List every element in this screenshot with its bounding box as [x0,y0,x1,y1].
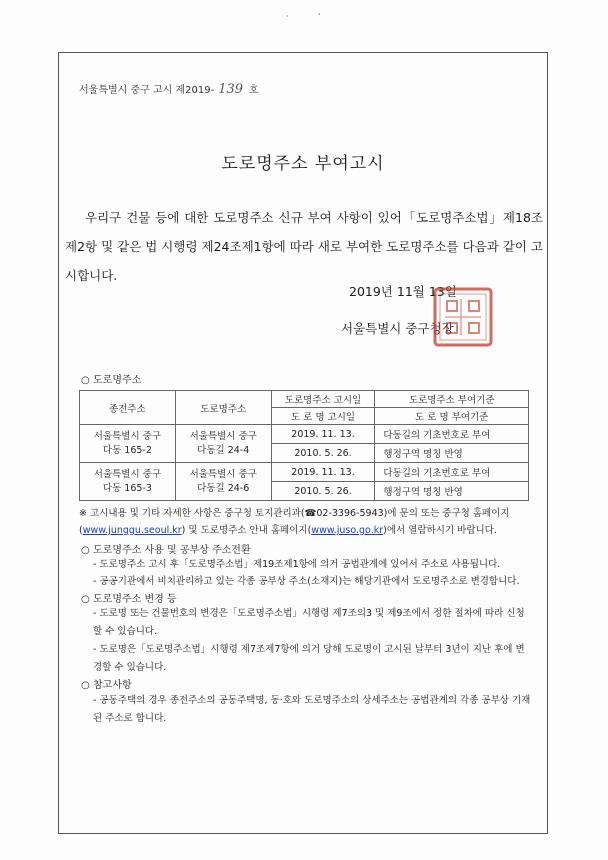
list-item: - 도로명 또는 건물번호의 변경은「도로명주소법」시행령 제7조의3 및 제9조에서 정한 절차에 따라 신청할 수 있습니다. [93,608,525,637]
cell-road-name-basis: 행정구역 명칭 반영 [375,482,529,501]
cell-assignment-basis: 다동길의 기초번호로 부여 [375,425,529,444]
circle-bullet-icon: ○ [81,545,90,556]
junggu-homepage-link[interactable]: www.junggu.seoul.kr [82,525,182,536]
note-text: ※ 고시내용 및 기타 자세한 사항은 중구청 토지관리과(☎02-3396-5943)에 문의 또는 중구청 홈페이지 [79,508,510,519]
official-seal-icon [431,285,495,349]
cell-lot-address: 서울특별시 중구 다동 165-3 [80,463,176,501]
cell-road-name-date: 2010. 5. 26. [271,482,375,501]
cell-assignment-basis: 다동길의 기초번호로 부여 [375,463,529,482]
section-address-change [81,590,177,605]
list-item: - 공공기관에서 비치관리하고 있는 각종 공부상 주소(소재지)는 해당기관에서 도로명주소로 변경합니다. [93,576,520,587]
header-road-address: 도로명주소 [175,391,271,425]
header-assignment-basis: 도로명주소 부여기준 [375,391,529,408]
section-road-address [81,371,141,386]
notice-document [58,52,548,834]
cell-road-name-date: 2010. 5. 26. [271,444,375,463]
sender: 서울특별시 중구청장 [341,321,454,336]
list-item: - 도로명은「도로명주소법」시행령 제7조제7항에 의거 당해 도로명이 고시된 날부터 3년이 지난 후에 변경할 수 있습니다. [93,644,525,673]
notice-number-prefix: 서울특별시 중구 고시 제2019- [79,85,215,96]
juso-homepage-link[interactable]: www.juso.go.kr [311,525,384,536]
notice-number-handwritten: 139 [218,82,244,97]
list-item: - 공동주택의 경우 종전주소의 공동주택명, 동·호와 도로명주소의 상세주소는 공법관계의 각종 공부상 기재된 주소로 합니다. [93,695,531,724]
header-notice-date: 도로명주소 고시일 [271,391,375,408]
table-header-row [80,391,529,408]
note-text: 및 도로명주소 안내 홈페이지 [188,525,308,536]
header-lot-address: 종전주소 [80,391,176,425]
cell-road-address: 서울특별시 중구 다동길 24-6 [175,463,271,501]
table-row [80,463,529,482]
header-road-name-basis: 도 로 명 부여기준 [375,408,529,425]
section-title: 도로명주소 [93,375,142,386]
scan-speck: ' [318,12,321,21]
inquiry-note: ※ 고시내용 및 기타 자세한 사항은 중구청 토지관리과(☎02-3396-5943)에 문의 또는 중구청 홈페이지 (www.junggu.seoul.kr) 및 도로명주소 안내 홈페이지(www.juso.go.kr)에서 열람하시기 바랍니다. [79,508,510,536]
note-text: 에서 열람하시기 바랍니다. [386,525,497,536]
address-table [79,390,529,501]
section-reference [81,676,132,691]
circle-bullet-icon: ○ [81,680,90,691]
cell-notice-date: 2019. 11. 13. [271,425,375,444]
section-address-usage [81,541,251,556]
cell-lot-address: 서울특별시 중구 다동 165-2 [80,425,176,463]
intro-paragraph: 우리구 건물 등에 대한 도로명주소 신규 부여 사항이 있어「도로명주소법」제18조 제2항 및 같은 법 시행령 제24조제1항에 따라 새로 부여한 도로명주소를 다음과 같이 고시합니다. [65,210,543,283]
cell-notice-date: 2019. 11. 13. [271,463,375,482]
notice-number-suffix: 호 [249,85,259,96]
list-item: - 도로명주소 고시 후「도로명주소법」제19조제1항에 의거 공법관계에 있어서 주소로 사용됩니다. [93,559,501,570]
table-row [80,425,529,444]
cell-road-name-basis: 행정구역 명칭 반영 [375,444,529,463]
notice-date: 2019년 11월 13일 [349,284,457,299]
scan-speck: · [286,12,289,21]
notice-number [79,81,259,97]
circle-bullet-icon: ○ [81,375,90,386]
cell-road-address: 서울특별시 중구 다동길 24-4 [175,425,271,463]
circle-bullet-icon: ○ [81,594,90,605]
header-road-name-notice-date: 도 로 명 고시일 [271,408,375,425]
document-title: 도로명주소 부여고시 [221,154,385,174]
section-title: 도로명주소 사용 및 공부상 주소전환 [93,545,251,556]
section-title: 참고사항 [93,680,132,691]
section-title: 도로명주소 변경 등 [93,594,177,605]
